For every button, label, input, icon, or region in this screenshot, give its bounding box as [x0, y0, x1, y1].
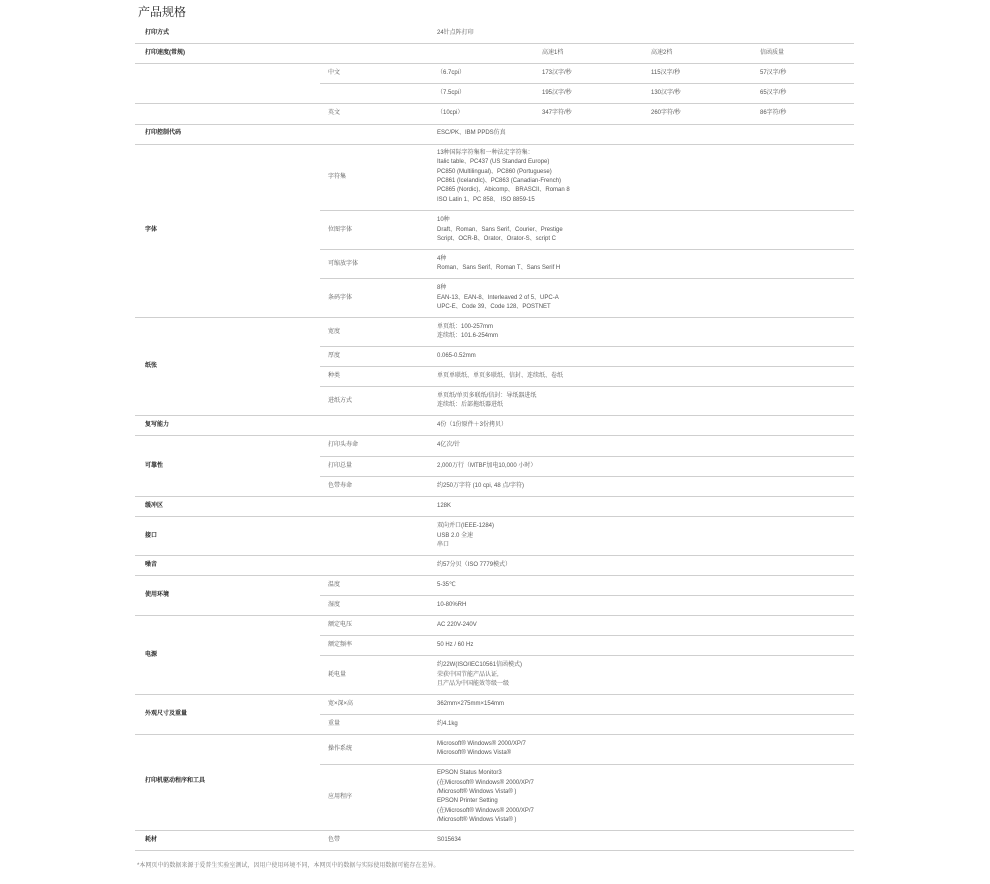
row-divider: [320, 714, 854, 715]
cell-value: 195汉字/秒: [542, 90, 572, 96]
cell-value: 4亿次/针: [437, 442, 461, 448]
sub-label: 额定电压: [328, 622, 353, 628]
cell-line: Roman、Sans Serif、Roman T、Sans Serif H: [437, 265, 561, 271]
row-label: 接口: [145, 533, 158, 539]
sub-label: 中文: [328, 70, 341, 76]
row-divider: [135, 124, 854, 125]
cell-line: Microsoft® Windows Vista®: [437, 750, 512, 756]
cell-value: 115汉字/秒: [651, 70, 681, 76]
cell-line: PC865 (Nordic)、Abicomp、 BRASCII、Roman 8: [437, 187, 570, 193]
cell-value: 单页单联纸、单页多联纸、信封、连续纸、卷纸: [437, 373, 564, 379]
row-divider: [135, 734, 854, 735]
cell-value: 50 Hz / 60 Hz: [437, 642, 474, 648]
row-divider: [135, 496, 854, 497]
row-divider: [320, 346, 854, 347]
row-label: 耗材: [145, 837, 158, 843]
cell-value: 10-80%RH: [437, 602, 467, 608]
row-label: 打印机驱动程序和工具: [145, 778, 206, 784]
cell-value: 362mm×275mm×154mm: [437, 701, 505, 707]
cell-line: 荣获中国节能产品认证,: [437, 672, 499, 678]
row-label: 字体: [145, 227, 158, 233]
cell-line: EAN-13、EAN-8、Interleaved 2 of 5、UPC-A: [437, 295, 559, 301]
cell-value: （10cpi）: [437, 110, 464, 116]
cell-value: 260字符/秒: [651, 110, 681, 116]
footnote: *本网页中的数据来源于爱普生实验室测试，因用户使用环境不同，本网页中的数据与实际使用数据可能存在差异。: [137, 863, 440, 869]
cell-value: 约4.1kg: [437, 721, 458, 727]
sub-label: 打印总量: [328, 463, 353, 469]
row-divider: [320, 249, 854, 250]
row-divider: [135, 615, 854, 616]
row-label: 纸张: [145, 363, 158, 369]
cell-line: 约22W(ISO/IEC10561信函模式): [437, 662, 523, 668]
row-divider: [320, 655, 854, 656]
cell-line: PC861 (Icelandic)、PC863 (Canadian-French): [437, 178, 562, 184]
row-label: 打印方式: [145, 30, 170, 36]
sub-label: 字符集: [328, 174, 347, 180]
row-divider: [320, 210, 854, 211]
row-divider: [135, 830, 854, 831]
column-header: 高速2档: [651, 50, 673, 56]
cell-line: 10种: [437, 217, 450, 223]
cell-line: /Microsoft® Windows Vista® ): [437, 817, 517, 823]
cell-line: 串口: [437, 542, 450, 548]
cell-line: UPC-E、Code 39、Code 128、POSTNET: [437, 304, 551, 310]
row-divider: [135, 144, 854, 145]
sub-label: 重量: [328, 721, 341, 727]
cell-line: 单页纸：100-257mm: [437, 324, 494, 330]
cell-value: 0.065-0.52mm: [437, 353, 476, 359]
row-divider: [135, 575, 854, 576]
cell-line: 单页纸/单页多联纸/信封：导纸器进纸: [437, 393, 537, 399]
cell-value: 65汉字/秒: [760, 90, 787, 96]
sub-label: 可缩放字体: [328, 261, 359, 267]
row-divider: [320, 635, 854, 636]
cell-line: 双向并口(IEEE-1284): [437, 523, 495, 529]
cell-value: 347字符/秒: [542, 110, 572, 116]
cell-line: USB 2.0 全速: [437, 533, 474, 539]
cell-line: 连续纸：后部拖纸器进纸: [437, 402, 504, 408]
row-label: 噪音: [145, 562, 158, 568]
cell-line: Draft、Roman、Sans Serif、Courier、Prestige: [437, 227, 563, 233]
cell-line: Italic table、PC437 (US Standard Europe): [437, 159, 550, 165]
page-title: 产品规格: [138, 5, 187, 19]
sub-label: 宽×深×高: [328, 701, 354, 707]
row-divider: [320, 456, 854, 457]
cell-line: ISO Latin 1、PC 858、 ISO 8859-15: [437, 197, 535, 203]
sub-label: 英文: [328, 110, 341, 116]
cell-line: 连续纸：101.6-254mm: [437, 333, 499, 339]
cell-line: Script、OCR-B、Orator、Orator-S、script C: [437, 236, 557, 242]
sub-label: 色带寿命: [328, 483, 353, 489]
row-label: 外观尺寸及重量: [145, 711, 188, 717]
row-divider: [320, 476, 854, 477]
row-divider: [320, 83, 854, 84]
row-divider: [135, 103, 854, 104]
cell-value: 2,000万行（MTBF加电10,000 小时）: [437, 463, 537, 469]
sub-label: 进纸方式: [328, 398, 353, 404]
cell-line: PC850 (Multilingual)、PC860 (Portuguese): [437, 169, 552, 175]
sub-label: 额定频率: [328, 642, 353, 648]
row-label: 缓冲区: [145, 503, 164, 509]
sub-label: 宽度: [328, 329, 341, 335]
row-divider: [135, 435, 854, 436]
cell-line: 且产品为中国能效等级一级: [437, 681, 510, 687]
row-divider: [320, 366, 854, 367]
row-divider: [135, 415, 854, 416]
sub-label: 色带: [328, 837, 341, 843]
cell-value: 173汉字/秒: [542, 70, 572, 76]
row-label: 打印控制代码: [145, 130, 182, 136]
cell-line: EPSON Status Monitor3: [437, 770, 502, 776]
row-value: 约57分贝（ISO 7779模式）: [437, 562, 512, 568]
sub-label: 条码字体: [328, 295, 353, 301]
row-divider: [320, 764, 854, 765]
cell-line: 8种: [437, 285, 447, 291]
cell-value: 86字符/秒: [760, 110, 787, 116]
row-label: 使用环境: [145, 592, 170, 598]
cell-value: 130汉字/秒: [651, 90, 681, 96]
sub-label: 厚度: [328, 353, 341, 359]
cell-line: 13种国际字符集和一种法定字符集：: [437, 150, 534, 156]
cell-line: (在Microsoft® Windows® 2000/XP/7: [437, 780, 534, 786]
sub-label: 湿度: [328, 602, 341, 608]
sub-label: 位图字体: [328, 227, 353, 233]
column-header: 信函质量: [760, 50, 785, 56]
row-label: 可靠性: [145, 463, 164, 469]
sub-label: 温度: [328, 582, 341, 588]
row-divider: [135, 317, 854, 318]
sub-label: 操作系统: [328, 746, 353, 752]
row-divider: [135, 694, 854, 695]
cell-value: 约250万字符 (10 cpi, 48 点/字符): [437, 483, 525, 489]
row-value: ESC/PK、IBM PPDS仿真: [437, 130, 506, 136]
row-divider: [135, 555, 854, 556]
sub-label: 耗电量: [328, 672, 347, 678]
cell-value: AC 220V-240V: [437, 622, 477, 628]
cell-value: 5-35℃: [437, 582, 456, 588]
row-divider: [135, 516, 854, 517]
sub-label: 应用程序: [328, 794, 353, 800]
row-divider: [320, 595, 854, 596]
cell-line: (在Microsoft® Windows® 2000/XP/7: [437, 808, 534, 814]
cell-line: Microsoft® Windows® 2000/XP/7: [437, 741, 526, 747]
row-label: 电源: [145, 652, 158, 658]
cell-value: 57汉字/秒: [760, 70, 787, 76]
row-value: 4份（1份原件＋3份拷贝）: [437, 422, 508, 428]
sub-label: 种类: [328, 373, 341, 379]
row-value: 128K: [437, 503, 452, 509]
row-divider: [320, 278, 854, 279]
cell-value: S015634: [437, 837, 462, 843]
sub-label: 打印头寿命: [328, 442, 359, 448]
cell-value: （7.5cpi）: [437, 90, 466, 96]
row-divider: [135, 43, 854, 44]
row-divider: [320, 386, 854, 387]
cell-line: 4种: [437, 256, 447, 262]
cell-line: EPSON Printer Setting: [437, 798, 498, 804]
row-divider: [135, 63, 854, 64]
cell-line: /Microsoft® Windows Vista® ): [437, 789, 517, 795]
row-label: 复写能力: [145, 422, 170, 428]
row-value: 24针点阵打印: [437, 30, 474, 36]
cell-value: （6.7cpi）: [437, 70, 466, 76]
row-divider: [135, 850, 854, 851]
column-header: 高速1档: [542, 50, 564, 56]
row-label: 打印速度(常规): [145, 50, 185, 56]
